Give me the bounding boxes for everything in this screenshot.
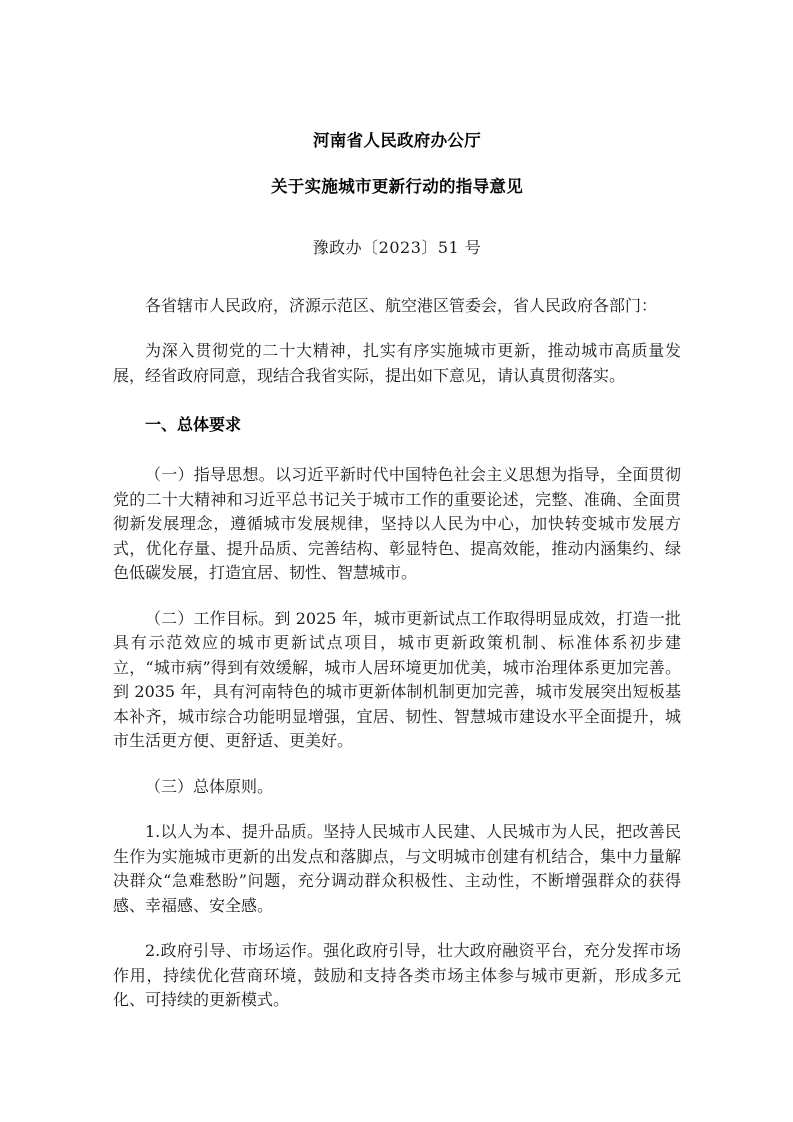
paragraph-guiding-ideology: （一）指导思想。以习近平新时代中国特色社会主义思想为指导，全面贯彻党的二十大精神和习近平总书记关于城市工作的重要论述，完整、准确、全面贯彻新发展理念，遵循城市发展规律，坚持以人民为中心，加快转变城市发展方式，优化存量、提升品质、完善结构、彰显特色、提高效能，推动内涵集约、绿色低碳发展，打造宜居、韧性、智慧城市。 <box>113 465 681 582</box>
document-number: 豫政办〔2023〕51 号 <box>312 238 482 257</box>
document-subject-title: 关于实施城市更新行动的指导意见 <box>271 177 523 196</box>
issuing-authority-title: 河南省人民政府办公厅 <box>313 131 481 150</box>
paragraph-principle-people-oriented: 1.以人为本、提升品质。坚持人民城市人民建、人民城市为人民，把改善民生作为实施城市更新的出发点和落脚点，与文明城市创建有机结合，集中力量解决群众“急难愁盼”问题，充分调动群众积极性、主动性，不断增强群众的获得感、幸福感、安全感。 <box>113 822 681 915</box>
document-content <box>113 128 681 1013</box>
addressee-line: 各省辖市人民政府，济源示范区、航空港区管委会，省人民政府各部门： <box>145 296 658 315</box>
paragraph-principle-government-market: 2.政府引导、市场运作。强化政府引导，壮大政府融资平台，充分发挥市场作用，持续优化营商环境，鼓励和支持各类市场主体参与城市更新，形成多元化、可持续的更新模式。 <box>113 941 681 1009</box>
section-heading-overall-requirements: 一、总体要求 <box>145 415 242 434</box>
paragraph-overall-principles-label: （三）总体原则。 <box>145 776 274 796</box>
preamble-paragraph: 为深入贯彻党的二十大精神，扎实有序实施城市更新，推动城市高质量发展，经省政府同意，现结合我省实际，提出如下意见，请认真贯彻落实。 <box>113 341 681 385</box>
paragraph-work-objectives: （二）工作目标。到 2025 年，城市更新试点工作取得明显成效，打造一批具有示范效应的城市更新试点项目，城市更新政策机制、标准体系初步建立，“城市病”得到有效缓解，城市人居环境更加优美，城市治理体系更加完善。到 2035 年，具有河南特色的城市更新体制机制更加完善，城市发展突出短板基本补齐，城市综合功能明显增强，宜居、韧性、智慧城市建设水平全面提升，城市生活更方便、更舒适、更美好。 <box>113 608 681 750</box>
